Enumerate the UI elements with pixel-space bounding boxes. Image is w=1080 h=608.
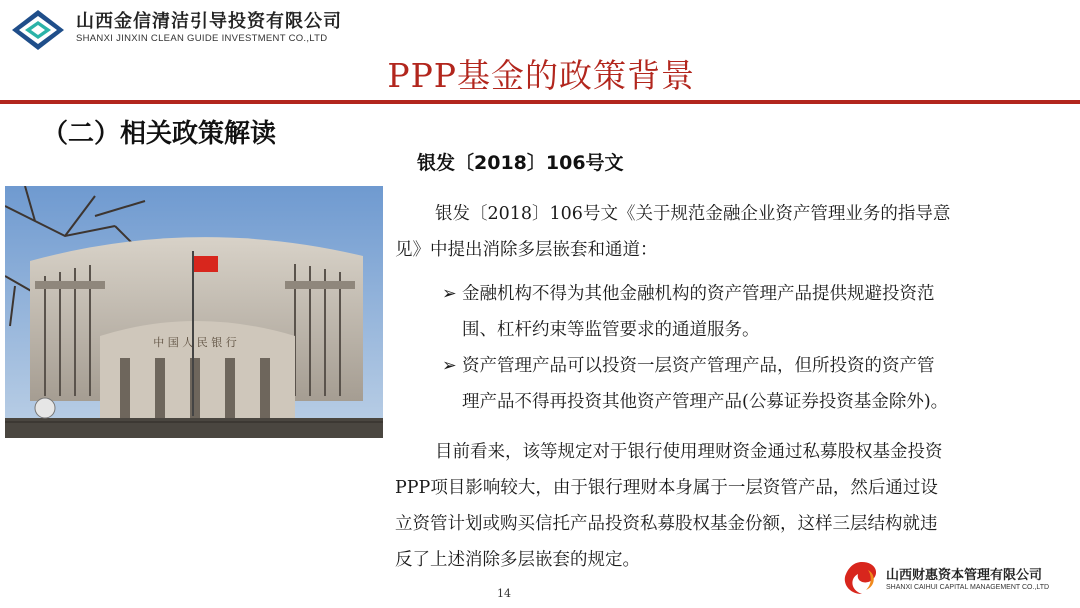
footer-company-en: SHANXI CAIHUI CAPITAL MANAGEMENT CO.,LTD: [886, 584, 1050, 591]
company-name-cn: 山西金信清洁引导投资有限公司: [76, 11, 342, 32]
analysis-line-3: 立资管计划或购买信托产品投资私募股权基金份额，这样三层结构就违: [395, 514, 938, 534]
analysis-paragraph: [395, 434, 1045, 578]
bullet-2-line-2: 理产品不得再投资其他资产管理产品(公募证券投资基金除外)。: [462, 392, 949, 412]
arrow-bullet-icon: ➢: [442, 356, 457, 376]
slide-header: [0, 0, 1080, 105]
analysis-line-1: 目前看来，该等规定对于银行使用理财资金通过私募股权基金投资: [435, 442, 943, 462]
title-divider: [0, 100, 1080, 104]
arrow-bullet-icon: ➢: [442, 284, 457, 304]
bullet-item: [442, 348, 1042, 420]
facade-inscription: 中 国 人 民 银 行: [153, 336, 237, 349]
intro-line-1: 银发〔2018〕106号文《关于规范金融企业资产管理业务的指导意: [435, 204, 951, 224]
slide-title: PPP基金的政策背景: [387, 56, 695, 95]
bullet-item: [442, 276, 1042, 348]
swirl-logo-icon: [842, 560, 882, 596]
bullet-1-line-2: 围、杠杆约束等监管要求的通道服务。: [462, 320, 760, 340]
page-number: 14: [497, 587, 511, 600]
footer-company-cn: 山西财惠资本管理有限公司: [886, 568, 1043, 583]
bullet-1-line-1: 金融机构不得为其他金融机构的资产管理产品提供规避投资范: [462, 284, 935, 304]
flag: [194, 256, 218, 272]
document-id: 银发〔2018〕106号文: [417, 152, 624, 174]
analysis-line-2: PPP项目影响较大，由于银行理财本身属于一层资管产品，然后通过设: [395, 478, 938, 498]
diamond-logo-icon: [10, 8, 66, 52]
section-heading: （二）相关政策解读: [42, 119, 277, 149]
bullet-2-line-1: 资产管理产品可以投资一层资产管理产品，但所投资的资产管: [462, 356, 935, 376]
analysis-line-4: 反了上述消除多层嵌套的规定。: [395, 550, 640, 570]
bank-building-photo: [5, 186, 383, 438]
bullet-list: [442, 276, 1042, 420]
intro-line-2: 见》中提出消除多层嵌套和通道：: [395, 240, 658, 260]
intro-paragraph: [395, 196, 1045, 268]
company-name-en: SHANXI JINXIN CLEAN GUIDE INVESTMENT CO.,LTD: [76, 33, 328, 44]
